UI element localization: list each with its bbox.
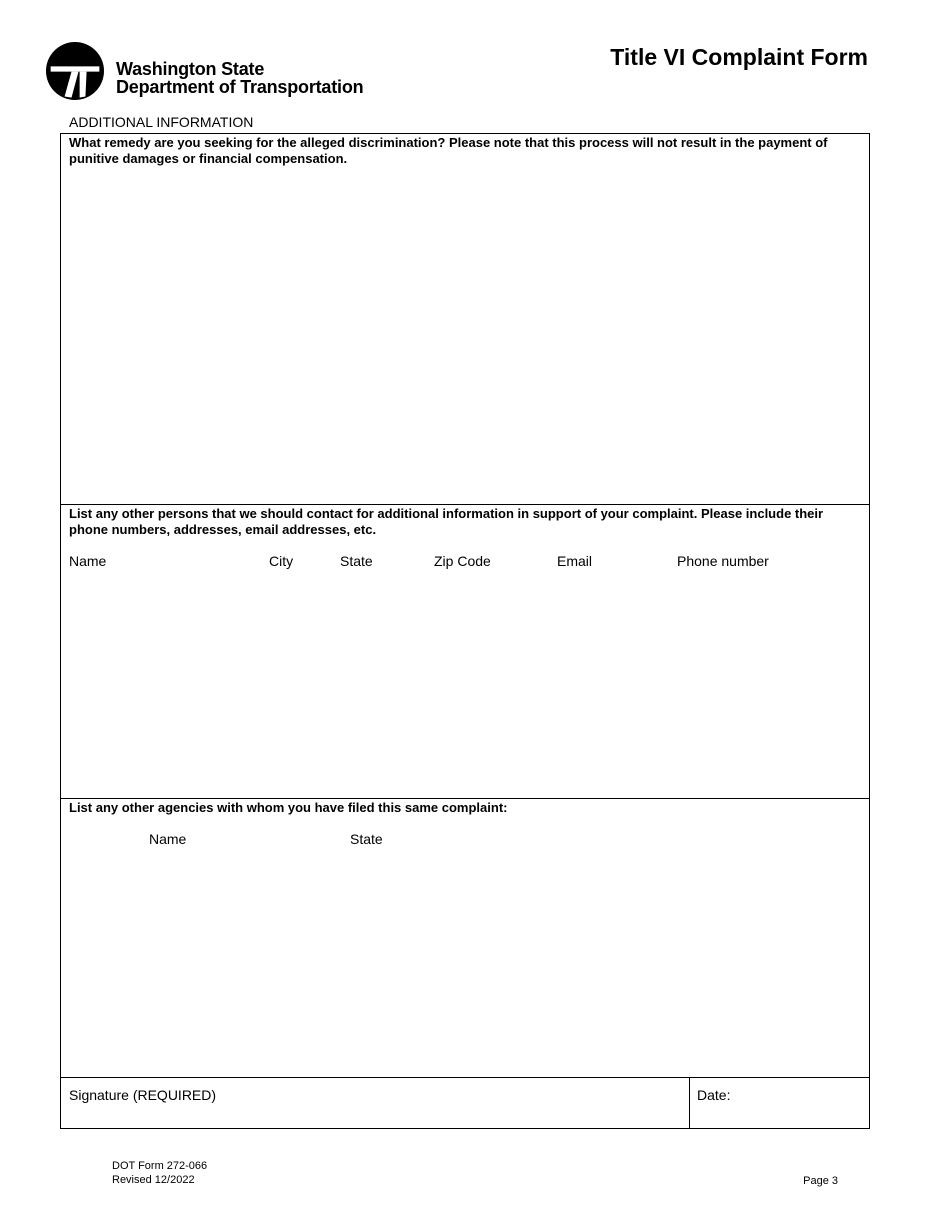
- contacts-col-zip: Zip Code: [434, 553, 491, 569]
- signature-divider: [689, 1078, 690, 1128]
- contacts-col-name: Name: [69, 553, 107, 569]
- remedy-field[interactable]: [60, 133, 870, 505]
- remedy-prompt: What remedy are you seeking for the alleged discrimination? Please note that this process will not result in the payment of punitive damages or financial compensation.: [69, 135, 828, 166]
- agencies-prompt: List any other agencies with whom you have filed this same complaint:: [69, 800, 508, 815]
- agency-name-line2: Department of Transportation: [116, 77, 364, 97]
- date-label: Date:: [697, 1087, 731, 1103]
- signature-label: Signature (REQUIRED): [69, 1087, 217, 1103]
- section-label: ADDITIONAL INFORMATION: [69, 114, 254, 130]
- contacts-field[interactable]: [60, 504, 870, 799]
- page-number: Page 3: [803, 1175, 838, 1187]
- agencies-col-name: Name: [149, 831, 187, 847]
- contacts-col-phone: Phone number: [677, 553, 769, 569]
- revised-date: Revised 12/2022: [112, 1174, 195, 1186]
- contacts-col-city: City: [269, 553, 294, 569]
- agencies-col-state: State: [350, 831, 383, 847]
- form-number: DOT Form 272-066: [112, 1160, 208, 1172]
- contacts-prompt: List any other persons that we should contact for additional information in support of your complaint. Please include their phone numbers, addresses, email addresses, etc.: [69, 506, 824, 537]
- contacts-col-email: Email: [557, 553, 593, 569]
- signature-row: [60, 1077, 870, 1129]
- form-title: Title VI Complaint Form: [610, 44, 868, 70]
- agencies-field[interactable]: [60, 798, 870, 1078]
- agency-name: [116, 60, 363, 96]
- contacts-col-state: State: [340, 553, 373, 569]
- agency-name-line1: Washington State: [116, 59, 265, 79]
- footer: [112, 1159, 207, 1187]
- wsdot-logo-icon: [46, 42, 104, 100]
